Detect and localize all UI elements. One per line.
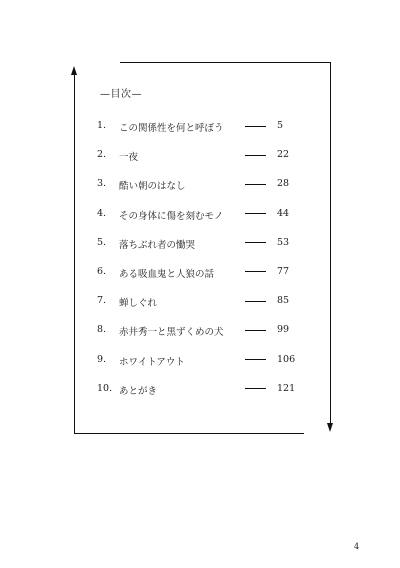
toc-entry-page: 77 — [277, 265, 290, 277]
frame-left-line — [74, 74, 75, 434]
toc-entry-number: 9. — [97, 353, 107, 365]
toc-entry-dash — [245, 184, 266, 185]
toc-entry-page: 22 — [277, 149, 290, 161]
toc-entry-number: 5. — [97, 236, 107, 248]
frame-top-line — [120, 62, 331, 63]
toc-entry-title: その身体に傷を刻むモノ — [119, 210, 224, 222]
toc-list — [97, 120, 307, 412]
toc-entry — [97, 354, 307, 383]
toc-entry — [97, 383, 307, 412]
toc-entry-title: この関係性を何と呼ぼう — [119, 123, 224, 134]
toc-entry — [97, 208, 307, 237]
toc-entry-page: 99 — [277, 324, 290, 336]
toc-entry-title: ホワイトアウト — [119, 356, 185, 368]
toc-entry — [97, 266, 307, 295]
toc-entry-dash — [245, 155, 266, 156]
toc-entry-dash — [245, 301, 266, 302]
toc-entry — [97, 237, 307, 266]
toc-entry-title: 一夜 — [119, 152, 139, 164]
toc-entry-number: 4. — [97, 207, 107, 219]
toc-entry-title: 蝉しぐれ — [119, 298, 158, 310]
toc-entry-page: 28 — [277, 178, 290, 190]
toc-entry-dash — [245, 359, 266, 360]
frame-right-line — [330, 62, 331, 425]
toc-entry-page: 85 — [277, 295, 290, 307]
toc-entry-dash — [245, 388, 266, 389]
toc-entry-title: 落ちぶれ者の慟哭 — [119, 239, 196, 251]
toc-entry-dash — [245, 126, 266, 127]
toc-entry-title: ある吸血鬼と人狼の話 — [119, 268, 215, 280]
toc-entry-number: 8. — [97, 324, 107, 336]
toc-entry-dash — [245, 242, 266, 243]
toc-entry-number: 3. — [97, 178, 107, 190]
toc-entry-page: 53 — [277, 236, 290, 248]
toc-entry — [97, 295, 307, 324]
toc-heading: —目次— — [100, 89, 142, 100]
toc-entry-number: 6. — [97, 265, 107, 277]
page-number: 4 — [354, 542, 360, 551]
toc-entry — [97, 324, 307, 353]
arrow-up-icon — [71, 66, 77, 75]
toc-entry-dash — [245, 330, 266, 331]
toc-entry-page: 121 — [277, 382, 296, 394]
toc-entry-number: 1. — [97, 120, 107, 131]
toc-entry-dash — [245, 213, 266, 214]
toc-entry — [97, 178, 307, 207]
toc-entry-dash — [245, 271, 266, 272]
toc-entry — [97, 149, 307, 178]
toc-entry-page: 5 — [277, 120, 284, 131]
toc-entry-title: 酷い朝のはなし — [119, 181, 186, 193]
toc-entry-number: 10. — [97, 382, 113, 394]
toc-entry-page: 44 — [277, 207, 290, 219]
toc-entry-page: 106 — [277, 353, 296, 365]
frame-bottom-line — [74, 433, 304, 434]
toc-entry-number: 7. — [97, 295, 107, 307]
toc-entry-number: 2. — [97, 149, 107, 161]
arrow-down-icon — [327, 423, 333, 432]
toc-entry-title: 赤井秀一と黒ずくめの犬 — [119, 327, 224, 339]
toc-entry — [97, 120, 307, 149]
toc-entry-title: あとがき — [119, 385, 158, 397]
